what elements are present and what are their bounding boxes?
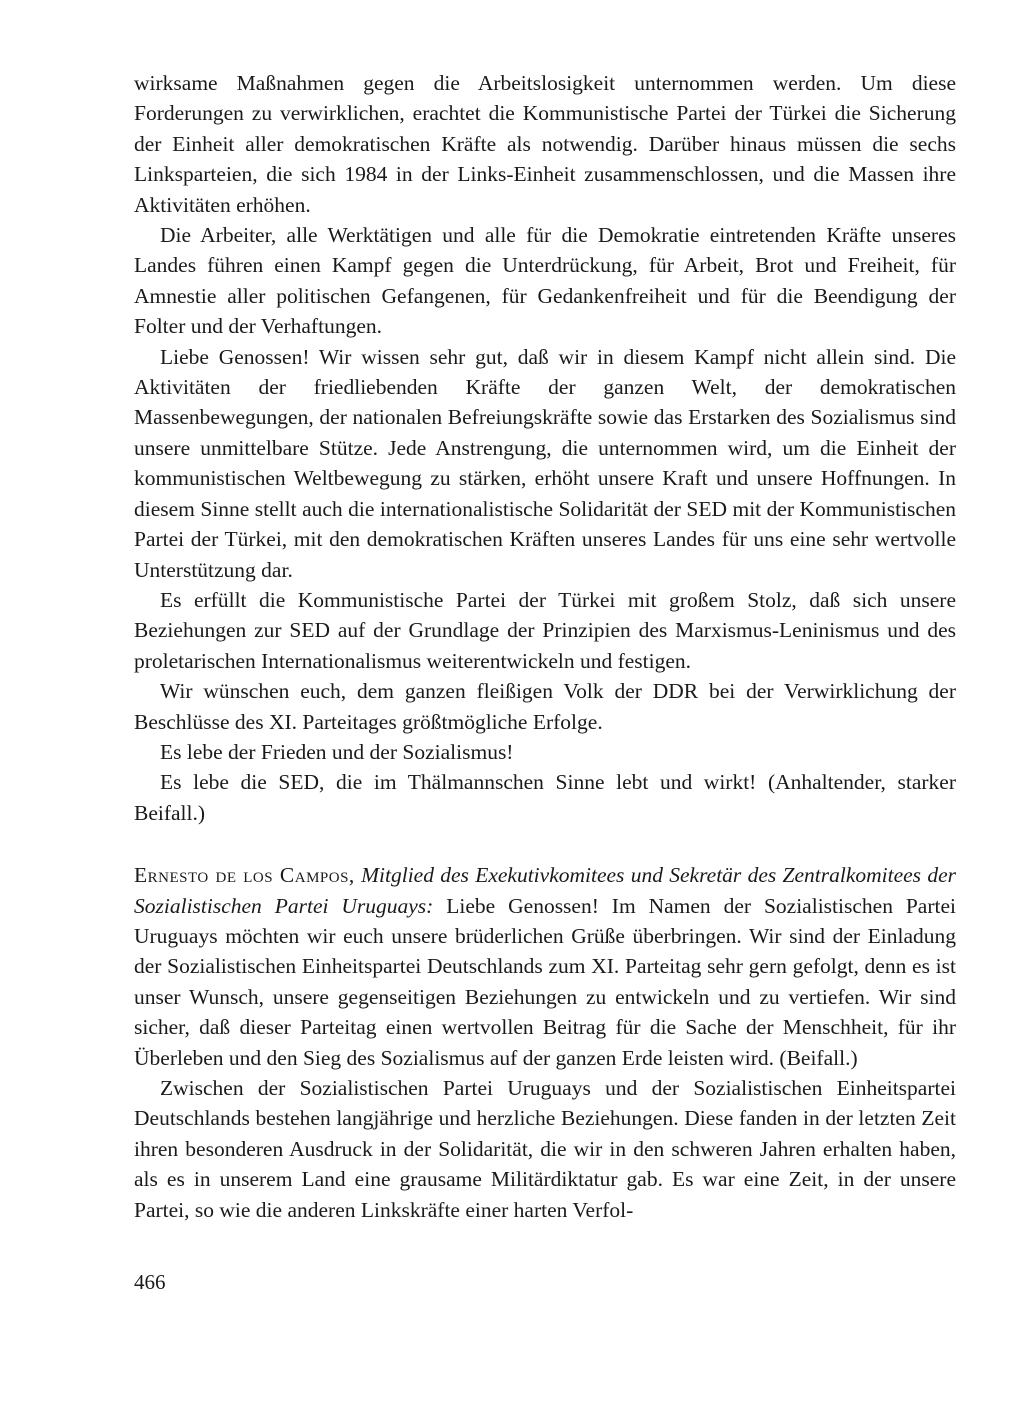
section-spacer bbox=[134, 828, 956, 860]
speaker-name: Ernesto de los Campos, bbox=[134, 863, 355, 888]
paragraph-relations: Zwischen der Sozialistischen Partei Uruguays und der Sozialistischen Einheitspartei Deutschlands bestehen langjährige und herzliche Beziehungen. Diese fanden in der letzten Zeit ihren besonderen Ausdruck in der Solidarität, die wir in den schweren Jahren erhalten haben, als es in unserem Land eine grausame Militärdiktatur gab. Es war eine Zeit, in der unsere Partei, so wie die anderen Linkskräfte einer harten Verfol- bbox=[134, 1076, 956, 1222]
speaker-role: Mitglied des Exekutivkomitees und Sekretär des Zentralkomitees der Sozialistischen Partei Uruguays: bbox=[134, 863, 957, 918]
speaker-paragraph bbox=[134, 860, 956, 1073]
speech-opening: Liebe Genossen! Im Namen der Sozialistischen Partei Uruguays möchten wir euch unsere brüderlichen Grüße überbringen. Wir sind der Einladung der Sozialistischen Einheitspartei Deutschlands zum XI. Parteitag sehr gern gefolgt, denn es ist unser Wunsch, unsere gegenseitigen Beziehungen zu entwickeln und zu vertiefen. Wir sind sicher, daß dieser Parteitag einen wertvollen Beitrag für die Sache der Menschheit, für ihr Überleben und den Sieg des Sozialismus auf der ganzen Erde leisten wird. (Beifall.) bbox=[134, 893, 957, 1070]
paragraph-long-live-sed: Es lebe die SED, die im Thälmannschen Sinne lebt und wirkt! (Anhaltender, starker Beifall.) bbox=[134, 770, 956, 825]
paragraph-pride: Es erfüllt die Kommunistische Partei der Türkei mit großem Stolz, daß sich unsere Beziehungen zur SED auf der Grundlage der Prinzipien des Marxismus-Leninismus und des proletarischen Internationalismus weiterentwickeln und festigen. bbox=[134, 587, 956, 673]
paragraph-dear-comrades: Liebe Genossen! Wir wissen sehr gut, daß wir in diesem Kampf nicht allein sind. Die Aktivitäten der friedliebenden Kräfte der ganzen Welt, der demokratischen Massenbewegungen, der nationalen Befreiungskräfte sowie das Erstarken des Sozialismus sind unsere unmittelbare Stütze. Jede Anstrengung, die unternommen wird, um die Einheit der kommunistischen Weltbewegung zu stärken, erhöht unsere Kraft und unsere Hoffnungen. In diesem Sinne stellt auch die internationalistische Solidarität der SED mit der Kommunistischen Partei der Türkei, mit den demokratischen Kräften unseres Landes für uns eine sehr wertvolle Unterstützung dar. bbox=[134, 344, 956, 582]
paragraph-workers-struggle: Die Arbeiter, alle Werktätigen und alle für die Demokratie eintretenden Kräfte unseres Landes führen einen Kampf gegen die Unterdrückung, für Arbeit, Brot und Freiheit, für Amnestie aller politischen Gefangenen, für Gedankenfreiheit und für die Beendigung der Folter und der Verhaftungen. bbox=[134, 223, 956, 339]
paragraph-wishes: Wir wünschen euch, dem ganzen fleißigen Volk der DDR bei der Verwirklichung der Beschlüsse des XI. Parteitages größtmögliche Erfolge. bbox=[134, 679, 956, 734]
paragraph-continuation: wirksame Maßnahmen gegen die Arbeitslosigkeit unternommen werden. Um diese Forderungen zu verwirklichen, erachtet die Kommunistische Partei der Türkei die Sicherung der Einheit aller demokratischen Kräfte als notwendig. Darüber hinaus müssen die sechs Linksparteien, die sich 1984 in der Links-Einheit zusammenschlossen, und die Massen ihre Aktivitäten erhöhen. bbox=[134, 71, 956, 217]
paragraph-long-live-peace: Es lebe der Frieden und der Sozialismus! bbox=[160, 739, 514, 764]
page-body bbox=[134, 68, 956, 1225]
page-number: 466 bbox=[134, 1270, 166, 1294]
